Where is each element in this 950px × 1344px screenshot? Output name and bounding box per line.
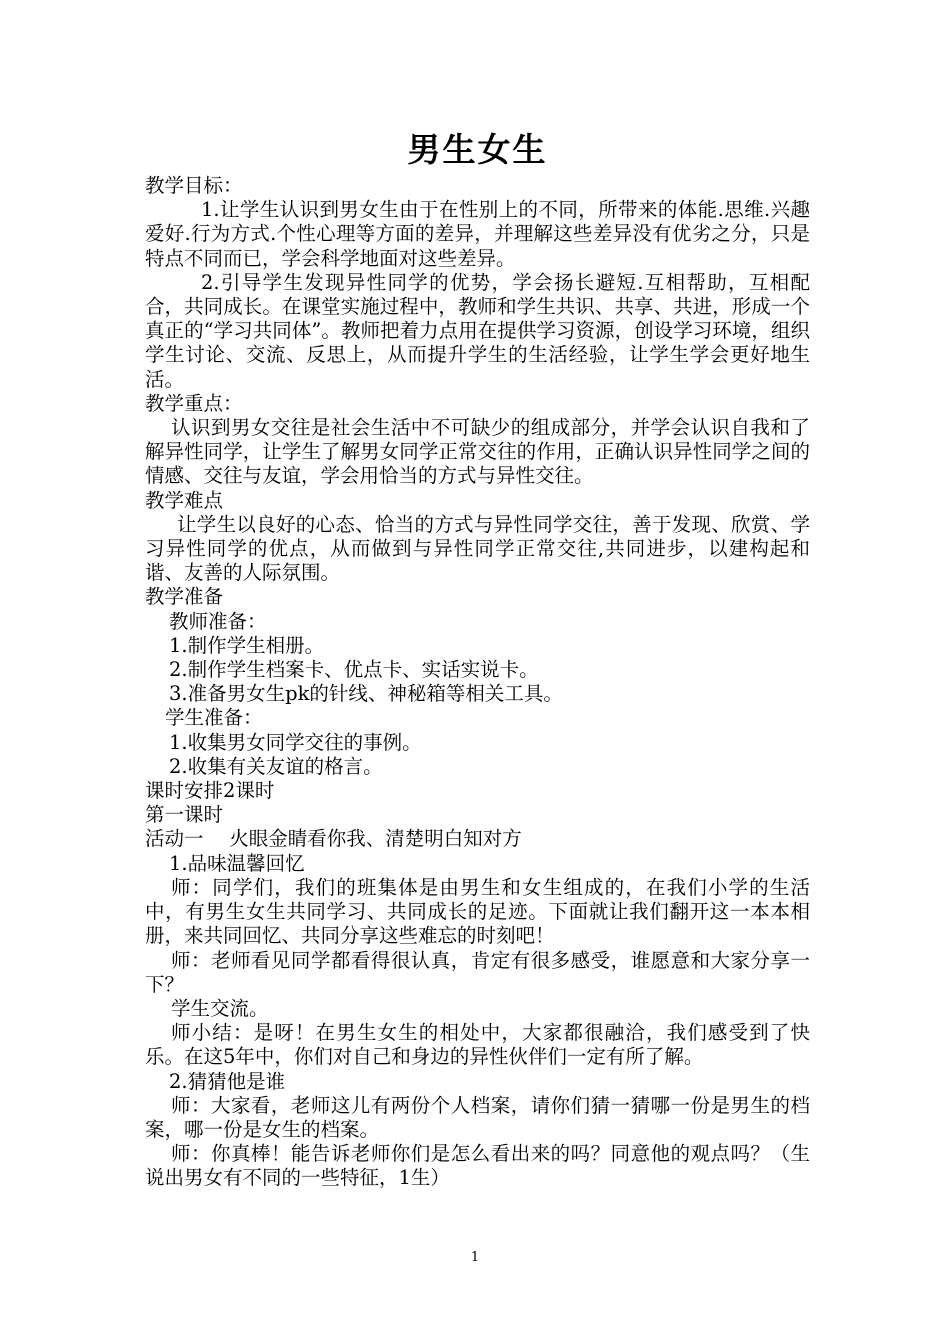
difficulty-text: 让学生以良好的心态、恰当的方式与异性同学交往，善于发现、欣赏、学习异性同学的优点，从而做到与异性同学正常交往,共同进步，以建构起和谐、友善的人际氛围。 [145,512,810,585]
goals-heading: 教学目标： [145,174,243,197]
paragraph-5: 师：大家看，老师这儿有两份个人档案，请你们猜一猜哪一份是男生的档案，哪一份是女生的档案。 [145,1093,810,1141]
paragraph-2: 师：老师看见同学都看得很认真，肯定有很多感受，谁愿意和大家分享一下？ [145,948,810,996]
teacher-prep-1: 1.制作学生相册。 [169,633,325,657]
teacher-prep-heading: 教师准备： [169,609,267,633]
student-prep-heading: 学生准备： [165,706,263,730]
key-heading: 教学重点： [145,391,243,415]
section-2-heading: 2.猜猜他是谁 [169,1069,286,1093]
document-page [145,128,810,1191]
difficulty-heading: 教学难点 [145,488,224,512]
goal-2: 2.引导学生发现异性同学的优势，学会扬长避短.互相帮助，互相配合，共同成长。在课堂实施过程中，教师和学生共识、共享、共进，形成一个真正的“学习共同体”。教师把着力点用在提供学习资源，创设学习环境，组织学生讨论、交流、反思上，从而提升学生的生活经验，让学生学会更好地生活。 [145,270,810,391]
section-1-heading: 1.品味温馨回忆 [169,851,305,875]
student-prep-1: 1.收集男女同学交往的事例。 [169,730,422,754]
paragraph-1: 师：同学们，我们的班集体是由男生和女生组成的，在我们小学的生活中，有男生女生共同学习、共同成长的足迹。下面就让我们翻开这一本本相册，来共同回忆、共同分享这些难忘的时刻吧！ [145,875,810,948]
paragraph-6: 师：你真棒！能告诉老师你们是怎么看出来的吗？同意他的观点吗？（生说出男女有不同的一些特征，1生） [145,1142,810,1190]
page-title: 男生女生 [407,130,548,169]
paragraph-4: 师小结：是呀！在男生女生的相处中，大家都很融洽，我们感受到了快乐。在这5年中，你们对自己和身边的异性伙伴们一定有所了解。 [145,1021,810,1069]
paragraph-3: 学生交流。 [171,996,269,1020]
schedule-line: 课时安排2课时 [145,779,275,803]
goal-1: 1.让学生认识到男女生由于在性别上的不同，所带来的体能.思维.兴趣爱好.行为方式.个性心理等方面的差异，并理解这些差异没有优劣之分，只是特点不同而已，学会科学地面对这些差异。 [145,198,810,270]
student-prep-2: 2.收集有关友谊的格言。 [169,754,383,778]
teacher-prep-3: 3.准备男女生pk的针线、神秘箱等相关工具。 [169,682,563,706]
teacher-prep-2: 2.制作学生档案卡、优点卡、实话实说卡。 [169,658,539,682]
activity-1-heading: 活动一 火眼金睛看你我、清楚明白知对方 [145,827,522,851]
key-text: 认识到男女交往是社会生活中不可缺少的组成部分，并学会认识自我和了解异性同学，让学生了解男女同学正常交往的作用，正确认识异性同学之间的情感、交往与友谊，学会用恰当的方式与异性交往。 [145,416,810,488]
lesson-1-heading: 第一课时 [145,803,224,827]
page-number: 1 [470,1250,480,1265]
prep-heading: 教学准备 [145,585,224,609]
